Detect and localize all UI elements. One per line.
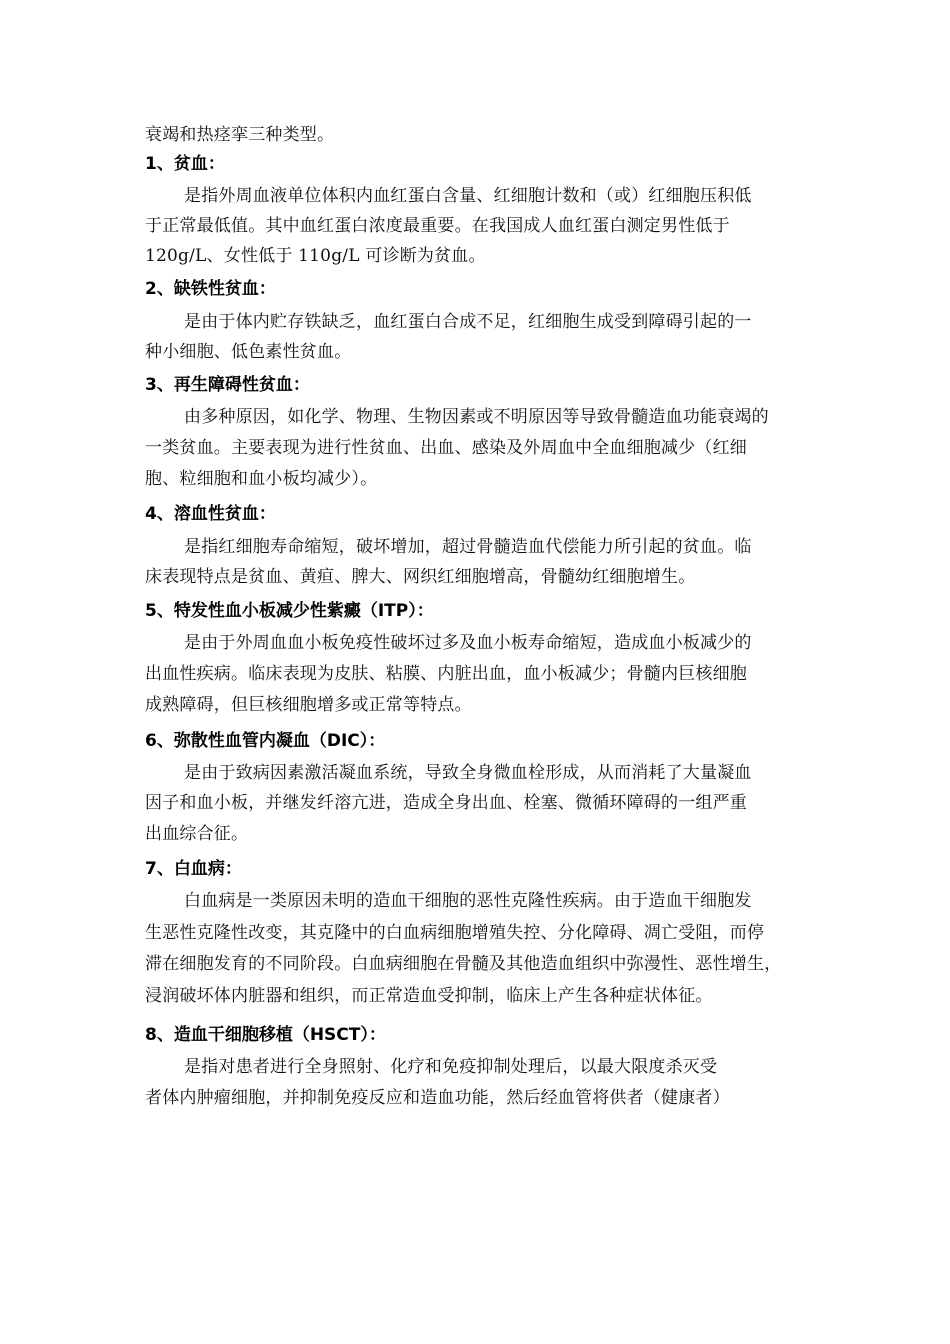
section-2-line-1: 是由于体内贮存铁缺乏，血红蛋白合成不足，红细胞生成受到障碍引起的一 — [184, 312, 752, 332]
section-6-line-3: 出血综合征。 — [145, 824, 249, 844]
intro-line: 衰竭和热痉挛三种类型。 — [145, 125, 335, 145]
section-3-line-3: 胞、粒细胞和血小板均减少）。 — [145, 469, 378, 489]
section-5-line-1: 是由于外周血血小板免疫性破坏过多及血小板寿命缩短，造成血小板减少的 — [184, 633, 752, 653]
section-6-line-1: 是由于致病因素激活凝血系统，导致全身微血栓形成，从而消耗了大量凝血 — [184, 763, 752, 783]
section-1-line-3: 120g/L、女性低于 110g/L 可诊断为贫血。 — [145, 246, 486, 266]
section-6-line-2: 因子和血小板，并继发纤溶亢进，造成全身出血、栓塞、微循环障碍的一组严重 — [145, 793, 747, 813]
section-3-line-1: 由多种原因，如化学、物理、生物因素或不明原因等导致骨髓造血功能衰竭的 — [184, 407, 769, 427]
section-7-line-4: 浸润破坏体内脏器和组织，而正常造血受抑制，临床上产生各种症状体征。 — [145, 986, 713, 1006]
section-4-line-2: 床表现特点是贫血、黄疸、脾大、网织红细胞增高，骨髓幼红细胞增生。 — [145, 567, 696, 587]
section-6-heading: 6、弥散性血管内凝血（DIC）： — [145, 731, 386, 751]
section-7-heading: 7、白血病： — [145, 859, 242, 879]
section-7-line-2: 生恶性克隆性改变，其克隆中的白血病细胞增殖失控、分化障碍、凋亡受阻，而停 — [145, 923, 765, 943]
section-8-heading: 8、造血干细胞移植（HSCT）： — [145, 1025, 386, 1045]
section-4-line-1: 是指红细胞寿命缩短，破坏增加，超过骨髓造血代偿能力所引起的贫血。临 — [184, 537, 752, 557]
section-1-line-2: 于正常最低值。其中血红蛋白浓度最重要。在我国成人血红蛋白测定男性低于 — [145, 216, 730, 236]
section-4-heading: 4、溶血性贫血： — [145, 504, 276, 524]
section-7-line-1: 白血病是一类原因未明的造血干细胞的恶性克隆性疾病。由于造血干细胞发 — [184, 891, 752, 911]
section-1-heading: 1、贫血： — [145, 154, 225, 174]
section-8-line-1: 是指对患者进行全身照射、化疗和免疫抑制处理后，以最大限度杀灭受 — [184, 1057, 718, 1077]
section-2-heading: 2、缺铁性贫血： — [145, 279, 276, 299]
section-5-line-2: 出血性疾病。临床表现为皮肤、粘膜、内脏出血，血小板减少；骨髓内巨核细胞 — [145, 664, 747, 684]
section-3-line-2: 一类贫血。主要表现为进行性贫血、出血、感染及外周血中全血细胞减少（红细 — [145, 438, 747, 458]
section-5-heading: 5、特发性血小板减少性紫癜（ITP）： — [145, 601, 434, 621]
section-2-line-2: 种小细胞、低色素性贫血。 — [145, 342, 352, 362]
section-5-line-3: 成熟障碍，但巨核细胞增多或正常等特点。 — [145, 695, 472, 715]
section-7-line-3: 滞在细胞发育的不同阶段。白血病细胞在骨髓及其他造血组织中弥漫性、恶性增生， — [145, 954, 782, 974]
section-1-line-1: 是指外周血液单位体积内血红蛋白含量、红细胞计数和（或）红细胞压积低 — [184, 186, 752, 206]
section-3-heading: 3、再生障碍性贫血： — [145, 375, 310, 395]
section-8-line-2: 者体内肿瘤细胞，并抑制免疫反应和造血功能，然后经血管将供者（健康者） — [145, 1088, 730, 1108]
